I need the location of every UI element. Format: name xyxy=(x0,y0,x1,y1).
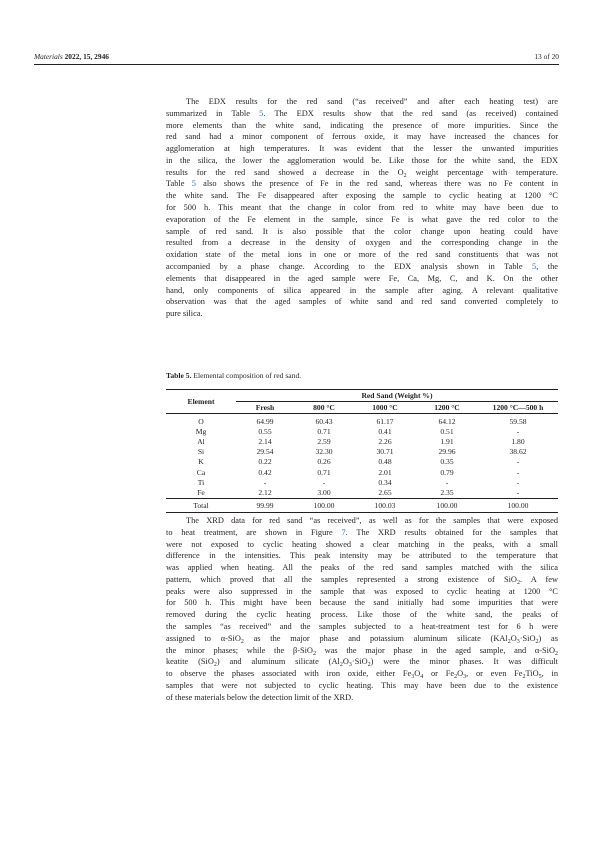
value-cell: 2.65 xyxy=(378,487,392,497)
column-header-1200-500h: 1200 °C—500 h xyxy=(492,403,544,412)
text-line: of these materials below the detection limit of the XRD. xyxy=(166,692,354,702)
value-cell: 0.71 xyxy=(317,426,331,436)
text-line: for 500 h. This might have been because the sand initially had some impurities that were xyxy=(166,598,558,608)
table-caption-text: Elemental composition of red sand. xyxy=(193,371,302,380)
text-line: assigned to α-SiO$_2$ as the major phase and potassium aluminum silicate $(KAl_2O_3\cdot SiO_2)$ as xyxy=(166,633,558,645)
text-line: keatite (SiO$_2$) and aluminum silicate $(Al_2O_3\cdot SiO_2)$ were the minor phases. It was difficult xyxy=(166,657,558,669)
text-line: accompanied by a phase change. According to the EDX analysis shown in Table 5, the xyxy=(166,261,558,271)
value-cell: - xyxy=(322,477,326,487)
element-cell: Fe xyxy=(197,487,205,497)
table-row xyxy=(166,426,558,436)
text-line: elements that disappeared in the aged sample were Fe, Ca, Mg, C, and K. On the other xyxy=(166,273,558,283)
table-row xyxy=(166,414,558,427)
value-cell: 3.00 xyxy=(317,487,331,497)
value-cell: - xyxy=(445,477,449,487)
text-line: the samples “as received” and the samples subjected to a heat-treatment test for 6 h were xyxy=(166,622,558,632)
journal-name: Materials xyxy=(34,52,63,61)
value-cell: 0.22 xyxy=(258,457,272,467)
element-cell: Si xyxy=(197,447,205,457)
text-line: for 500 h. This meant that the change in color from red to white may have been due to xyxy=(166,203,558,213)
table-caption-label: Table 5. xyxy=(166,371,192,380)
column-header-1200: 1200 °C xyxy=(434,403,460,412)
element-cell: O xyxy=(198,416,204,426)
value-cell: 2.59 xyxy=(317,436,331,446)
value-cell: - xyxy=(516,477,520,487)
text-line: The XRD data for red sand “as received”, as well as for the samples that were exposed xyxy=(186,516,558,525)
text-line: results for the red sand showed a decrease in the $O_2$ weight percentage with temperature. xyxy=(166,167,558,179)
element-cell: Al xyxy=(197,436,205,446)
value-cell: 2.14 xyxy=(258,436,272,446)
text-line: Table 5 also shows the presence of Fe in the red sand, whereas there was no Fe content in xyxy=(166,179,559,189)
text-line: oxidation state of the metal ions in one or more of the red sand constituents that was not xyxy=(166,250,558,260)
value-cell: 30.71 xyxy=(376,447,394,457)
table-elemental-composition xyxy=(166,389,558,513)
header-rule xyxy=(34,64,559,65)
journal-citation xyxy=(34,52,109,61)
text-line: evaporation of the Fe element in the sample, since Fe is what gave the red color to the xyxy=(166,214,558,224)
text-line: the white sand. The Fe disappeared after exposing the sample to cyclic heating at 1200 °C xyxy=(166,191,558,201)
value-cell: - xyxy=(516,426,520,436)
value-cell: 64.12 xyxy=(438,416,456,426)
text-line: in the silica, the lower the agglomeration would be. Like those for the white sand, the EDX xyxy=(166,155,558,165)
text-line: The EDX results for the red sand (“as received” and after each heating test) are xyxy=(186,97,558,106)
value-cell: 38.62 xyxy=(509,447,527,457)
value-cell: - xyxy=(516,467,520,477)
page-number: 13 of 20 xyxy=(534,52,559,61)
table-row xyxy=(166,477,558,487)
value-cell: 0.26 xyxy=(317,457,331,467)
text-line: peaks were also suppressed in the sample that was exposed to cyclic heating at 1200 °C xyxy=(166,586,558,596)
text-line: hand, only components of silica appeared in the sample after aging. A relevant qualitative xyxy=(166,285,558,295)
text-line: observation was that the aged samples of white sand and red sand converted completely to xyxy=(166,297,558,307)
text-line: pattern, which proved that all the samples represented a strong existence of SiO$_2$. A few xyxy=(166,574,559,586)
paragraph-xrd-results xyxy=(166,515,558,704)
value-cell: 0.51 xyxy=(440,426,454,436)
value-cell: - xyxy=(516,487,520,497)
column-header-element: Element xyxy=(187,397,215,406)
column-header-1000: 1000 °C xyxy=(372,403,398,412)
value-cell: 60.43 xyxy=(315,416,333,426)
value-cell: 0.34 xyxy=(378,477,392,487)
table-row xyxy=(166,467,558,477)
value-cell: 0.41 xyxy=(378,426,392,436)
value-cell: 0.55 xyxy=(258,426,272,436)
text-line: removed during the cyclic heating process. Like those of the white sand, the peaks of xyxy=(166,610,558,620)
text-line: resulted from a decrease in the density of oxygen and the corresponding change in the xyxy=(166,238,558,248)
total-value: 100.03 xyxy=(374,500,396,510)
text-line: pure silica. xyxy=(166,309,203,319)
group-header: Red Sand (Weight %) xyxy=(236,390,558,402)
paragraph-edx-results xyxy=(166,96,558,320)
value-cell: 29.54 xyxy=(256,447,274,457)
text-line: to heat treatment, are shown in Figure 7. The XRD results obtained for the samples that xyxy=(166,527,559,537)
table-row xyxy=(166,487,558,498)
total-value: 100.00 xyxy=(313,500,335,510)
value-cell: 29.96 xyxy=(438,447,456,457)
table-row xyxy=(166,457,558,467)
value-cell: 2.26 xyxy=(378,436,392,446)
value-cell: 0.71 xyxy=(317,467,331,477)
text-line: were not exposed to cyclic heating showed a clear matching in the peaks, with a small xyxy=(166,539,558,549)
text-line: more elements than the white sand, indicating the presence of more impurities. Since the xyxy=(166,120,558,130)
text-line: red sand had a minor component of ferrous oxide, it may have increased the chances for xyxy=(166,132,558,142)
table-caption xyxy=(166,371,301,380)
total-label: Total xyxy=(193,500,209,510)
element-cell: Mg xyxy=(195,426,207,436)
value-cell: 61.17 xyxy=(376,416,394,426)
journal-year-volume: 2022, 15, 2946 xyxy=(64,52,109,61)
value-cell: 2.35 xyxy=(440,487,454,497)
value-cell: 0.79 xyxy=(440,467,454,477)
value-cell: 0.42 xyxy=(258,467,272,477)
text-line: samples that were not subjected to cyclic heating. This may have been due to the existence xyxy=(166,680,558,690)
value-cell: 32.30 xyxy=(315,447,333,457)
text-line: sample of red sand. It is also possible that the color change upon heating could have xyxy=(166,226,558,236)
text-line: was applied when heating. All the peaks of the red sand samples matched with the silica xyxy=(166,563,558,573)
value-cell: 2.12 xyxy=(258,487,272,497)
column-header-fresh: Fresh xyxy=(255,403,275,412)
element-cell: K xyxy=(198,457,204,467)
total-value: 100.00 xyxy=(436,500,458,510)
text-line: the minor phases; while the β-SiO$_2$ was the major phase in the aged sample, and α-SiO$_2$ xyxy=(166,645,559,657)
value-cell: 59.58 xyxy=(509,416,527,426)
text-line: difference in the intensities. This peak intensity may be attributed to the temperature that xyxy=(166,551,558,561)
table-row xyxy=(166,436,558,446)
value-cell: 1.80 xyxy=(511,436,525,446)
value-cell: 0.48 xyxy=(378,457,392,467)
value-cell: 2.01 xyxy=(378,467,392,477)
total-value: 99.99 xyxy=(256,500,274,510)
table-row xyxy=(166,447,558,457)
table-total-row xyxy=(166,498,558,512)
text-line: summarized in Table 5. The EDX results show that the red sand (as received) contained xyxy=(166,108,558,118)
column-header-800: 800 °C xyxy=(313,403,335,412)
value-cell: 0.35 xyxy=(440,457,454,467)
value-cell: 64.99 xyxy=(256,416,274,426)
text-line: to observe the phases associated with iron oxide, either $Fe_3O_4$ or $Fe_2O_3$, or even $Fe_2TiO_5$, in xyxy=(166,669,558,681)
text-line: agglomeration at high temperatures. It was evident that the lesser the unwanted impurities xyxy=(166,144,558,154)
value-cell: - xyxy=(263,477,267,487)
element-cell: Ca xyxy=(196,467,206,477)
element-cell: Ti xyxy=(197,477,205,487)
value-cell: 1.91 xyxy=(440,436,454,446)
value-cell: - xyxy=(516,457,520,467)
table-body xyxy=(166,414,558,513)
total-value: 100.00 xyxy=(507,500,529,510)
